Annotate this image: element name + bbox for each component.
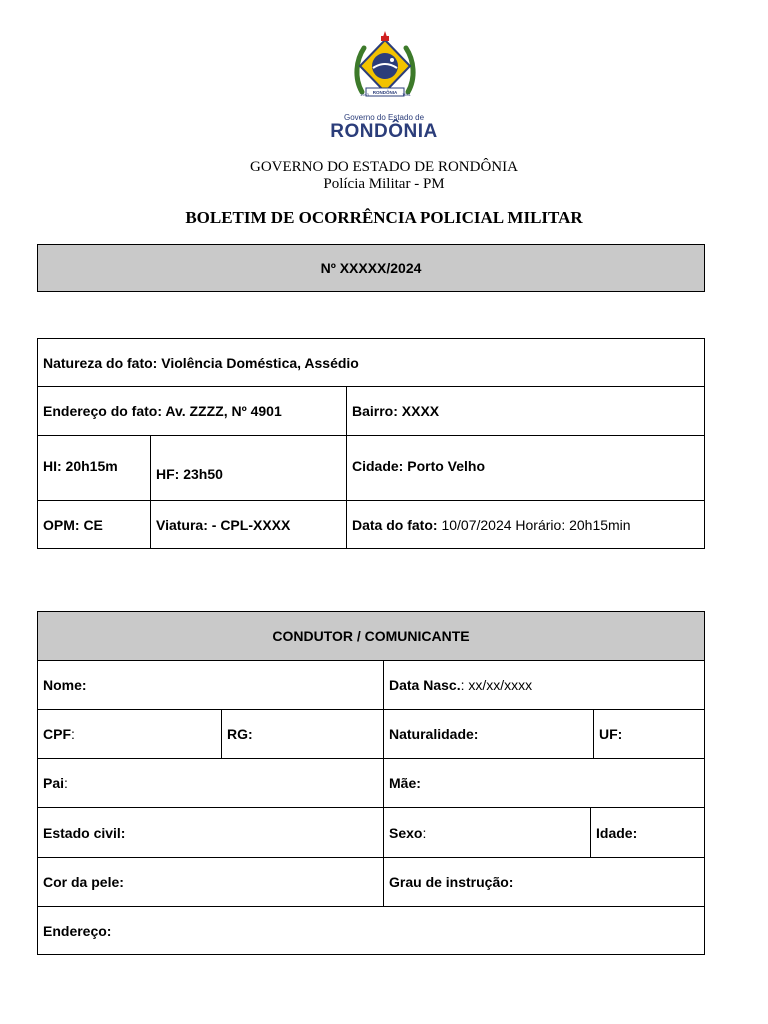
date-value: 10/07/2024 Horário: 20h15min — [437, 516, 631, 533]
table-row — [37, 710, 705, 759]
report-number-band — [37, 244, 705, 292]
table-row — [37, 759, 705, 808]
rondonia-coat-of-arms-icon — [352, 30, 418, 104]
seal-year-right: 1981 — [402, 92, 411, 97]
table-row — [37, 338, 705, 387]
sex-label: Sexo — [389, 824, 423, 841]
conductor-section-header — [37, 611, 705, 661]
age-field: Idade: — [596, 824, 638, 841]
mother-field: Mãe: — [389, 775, 421, 791]
start-time-field: HI: 20h15m — [38, 436, 151, 500]
conductor-table — [37, 661, 705, 955]
education-field: Grau de instrução: — [389, 874, 514, 890]
report-number: Nº XXXXX/2024 — [320, 260, 422, 276]
table-row — [37, 808, 705, 858]
table-row — [37, 661, 705, 710]
nature-field: Natureza do fato: Violência Doméstica, Assédio — [43, 354, 359, 371]
rg-field: RG: — [222, 710, 384, 758]
opm-field: OPM: CE — [38, 501, 151, 548]
document-title: BOLETIM DE OCORRÊNCIA POLICIAL MILITAR — [185, 208, 583, 227]
father-field — [38, 759, 384, 807]
father-colon: : — [64, 775, 68, 791]
address-field: Endereço do fato: Av. ZZZZ, Nº 4901 — [38, 387, 347, 435]
birth-date-label: Data Nasc. — [389, 677, 461, 693]
logo-subtitle: Governo do Estado de — [343, 113, 425, 122]
table-row — [37, 501, 705, 549]
father-label: Pai — [43, 775, 65, 791]
conductor-section-title: CONDUTOR / COMUNICANTE — [272, 628, 470, 644]
district-field: Bairro: XXXX — [352, 403, 440, 419]
name-field: Nome: — [38, 661, 384, 709]
government-name: GOVERNO DO ESTADO DE RONDÔNIA — [250, 159, 518, 175]
table-row — [37, 858, 705, 907]
table-row — [37, 387, 705, 436]
city-field: Cidade: Porto Velho — [352, 458, 486, 474]
end-time-field: HF: 23h50 — [151, 436, 347, 500]
birth-date-field — [384, 661, 704, 709]
seal-banner-text: RONDÔNIA — [372, 90, 398, 95]
naturality-field: Naturalidade: — [384, 710, 594, 758]
occurrence-table — [37, 338, 705, 549]
logo-title: RONDÔNIA — [330, 121, 438, 142]
cpf-colon: : — [71, 726, 75, 742]
vehicle-field: Viatura: - CPL-XXXX — [151, 501, 347, 548]
agency-name: Polícia Militar - PM — [323, 176, 445, 192]
date-label: Data do fato: — [352, 516, 438, 533]
sex-colon: : — [422, 824, 427, 841]
cpf-field — [38, 710, 222, 758]
sex-field — [384, 808, 591, 857]
skin-color-field: Cor da pele: — [38, 858, 384, 906]
cpf-label: CPF — [43, 726, 71, 742]
table-row — [37, 436, 705, 501]
civil-status-field: Estado civil: — [38, 808, 384, 857]
seal-year-left: 1943 — [360, 92, 369, 97]
date-field — [347, 501, 704, 548]
uf-field: UF: — [599, 726, 623, 742]
table-row — [37, 907, 705, 955]
birth-date-value: : xx/xx/xxxx — [460, 677, 533, 693]
home-address-field: Endereço: — [43, 922, 112, 939]
